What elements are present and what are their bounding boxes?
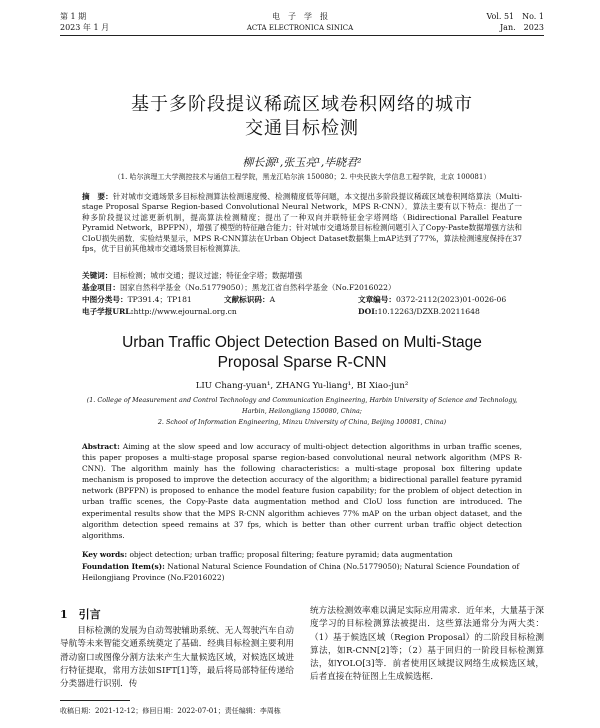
journal-url <box>82 307 237 317</box>
funding-en-text: National Natural Science Foundation of China (No.51779050); Natural Science Foundation of Heilongjiang Province (No.F2016022) <box>82 562 520 582</box>
body-right-column: 统方法检测效率难以满足实际应用需求．近年来，大量基于深度学习的目标检测算法被提出．这些算法通常分为两大类：（1）基于候选区域（Region Proposal）的二阶段目标检测算法，如R-CNN[2]等；（2）基于回归的一阶段目标检测算法，如YOLO[3]等．前者使用区域提议网络生成候选区域，后者直接在特征图上生成候选框． <box>310 606 544 683</box>
clc-value: TP391.4；TP181 <box>127 295 192 304</box>
keywords-cn <box>82 271 302 281</box>
clc-label: 中图分类号： <box>82 295 128 304</box>
footnote-received: 收稿日期：2021-12-12；修回日期：2022-07-01；责任编辑：李周栋 <box>60 707 281 715</box>
article-label: 文章编号： <box>358 295 396 304</box>
keywords-en-text: object detection; urban traffic; proposal filtering; feature pyramid; data augmentation <box>129 550 453 559</box>
article-value: 0372-2112(2023)01-0026-06 <box>395 295 507 304</box>
affiliation-en-line-1: (1. College of Measurement and Control Technology and Communication Engineering, Harbin University of Science and Technology, <box>86 396 518 404</box>
affiliation-en-line-2: Harbin, Heilongjiang 150080, China; <box>242 407 362 415</box>
affiliation-cn: （1. 哈尔滨理工大学测控技术与通信工程学院，黑龙江哈尔滨 150080；2. 中央民族大学信息工程学院，北京 100081） <box>113 173 491 181</box>
funding-cn <box>82 283 396 293</box>
doi <box>358 307 480 317</box>
body-left-column: 目标检测的发展为自动驾驶辅助系统、无人驾驶汽车自动导航等未来智能交通系统奠定了基础．经典目标检测主要利用滑动窗口或图像分割方法来产生大量候选区域，对候选区域进行特征提取，常用方法如SIFT[1]等，最后将局部特征传递给分类器进行识别．传 <box>60 626 294 690</box>
url-label: 电子学报URL: <box>82 307 134 316</box>
title-en-line-2: Proposal Sparse R-CNN <box>217 354 387 371</box>
title-en-line-1: Urban Traffic Object Detection Based on Multi-Stage <box>122 334 482 351</box>
abstract-en-text: Aiming at the slow speed and low accuracy of multi-object detection algorithms in urban traffic scenes, this paper proposes a multi-stage proposal sparse region-based convolutional neural network algorithm (MPS R-CNN). The algorithm mainly has the following characteristics: a multi-stage proposal box filtering update mechanism is proposed to improve the detection accuracy of the algorithm; a bidirectional parallel feature pyramid network (BPFPN) is proposed to enhance the model feature fusion capability; for the problem of object detection in urban traffic scenes, the Copy-Paste data augmentation method and CIoU loss function are introduced. The experimental results show that the MPS R-CNN algorithm achieves 77% mAP on the urban object dataset, and the algorithm detection speed remains at 37 fps, which is better than other current urban traffic object detection algorithms. <box>82 442 522 540</box>
document-code <box>224 295 275 305</box>
doi-label: DOI: <box>358 307 378 316</box>
funding-en-label: Foundation Item(s): <box>82 562 165 571</box>
funding-cn-text: 国家自然科学基金（No.51779050）；黑龙江省自然科学基金（No.F2016022） <box>119 283 396 292</box>
funding-en <box>82 562 542 583</box>
doc-value: A <box>269 295 276 304</box>
abstract-cn-label: 摘 要： <box>82 192 113 201</box>
header-issue-cn: 第 1 期 <box>60 12 87 21</box>
keywords-en-label: Key words: <box>82 550 128 559</box>
abstract-cn-text: 针对城市交通场景多目标检测算法检测速度慢、检测精度低等问题，本文提出多阶段提议稀疏区域卷积网络算法（Multi-stage Proposal Sparse Region-based Convolutional Neural Network，MPS R-CNN）．算法主要有以下特点：提出了一种多阶段提议过滤更新机制，提高算法检测精度；提出了一种双向并联特征金字塔网络（Bidirectional Parallel Feature Pyramid Network，BPFPN），增强了模型的特征融合能力；针对城市交通场景目标检测问题引入了Copy-Paste数据增强方法和CIoU损失函数．实验结果显示，MPS R-CNN算法在Urban Object Dataset数据集上mAP达到了77%，算法检测速度保持在37 fps，优于目前其他城市交通场景目标检测算法． <box>82 192 523 254</box>
title-cn-line-2: 交通目标检测 <box>245 118 359 139</box>
keywords-en <box>82 550 542 561</box>
abstract-en-label: Abstract: <box>82 442 120 451</box>
footnote-rule <box>60 700 130 701</box>
header-volume: Vol. 51 No. 1 <box>486 12 544 21</box>
abstract-cn <box>82 192 522 254</box>
abstract-en <box>82 441 522 541</box>
doi-value[interactable]: 10.12263/DZXB.20211648 <box>377 307 480 316</box>
header-journal-en: ACTA ELECTRONICA SINICA <box>246 24 354 32</box>
header-date-en: Jan. 2023 <box>499 23 544 32</box>
header-rule <box>60 35 544 36</box>
doc-label: 文献标识码： <box>224 295 270 304</box>
authors-en: LIU Chang-yuan¹, ZHANG Yu-liang¹, BI Xiao-jun² <box>195 381 409 391</box>
header-journal-cn: 电 子 学 报 <box>272 12 328 21</box>
title-cn-line-1: 基于多阶段提议稀疏区域卷积网络的城市 <box>131 94 473 115</box>
keywords-cn-text: 目标检测；城市交通；提议过滤；特征金字塔；数据增强 <box>112 271 303 280</box>
article-number <box>358 295 506 305</box>
authors-cn: 柳长源¹,张玉亮¹,毕晓君² <box>242 156 362 169</box>
header-date-cn: 2023 年 1 月 <box>60 23 110 32</box>
clc-number <box>82 295 192 305</box>
keywords-cn-label: 关键词： <box>82 271 113 280</box>
url-value[interactable]: http://www.ejournal.org.cn <box>133 307 237 316</box>
affiliation-en-line-3: 2. School of Information Engineering, Minzu University of China, Beijing 100081, China) <box>157 418 447 426</box>
section-heading-intro: 1 引言 <box>60 608 101 621</box>
funding-cn-label: 基金项目： <box>82 283 120 292</box>
